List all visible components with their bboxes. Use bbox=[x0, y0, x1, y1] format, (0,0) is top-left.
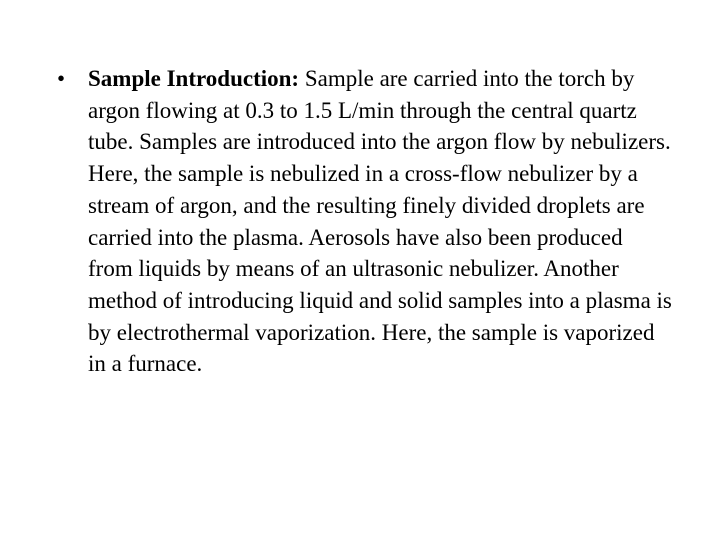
bullet-marker: • bbox=[57, 66, 66, 91]
bullet-term: Sample Introduction: bbox=[88, 66, 300, 91]
bullet-item bbox=[57, 63, 673, 380]
bullet-text: Sample are carried into the torch by argon flowing at 0.3 to 1.5 L/min through the central quartz tube. Samples are introduced into the argon flow by nebulizers. Here, the sample is nebulized in a cross-flow nebulizer by a stream of argon, and the resulting finely divided droplets are carried into the plasma. Aerosols have also been produced from liquids by means of an ultrasonic nebulizer. Another method of introducing liquid and solid samples into a plasma is by electrothermal vaporization. Here, the sample is vaporized in a furnace. bbox=[88, 66, 672, 377]
